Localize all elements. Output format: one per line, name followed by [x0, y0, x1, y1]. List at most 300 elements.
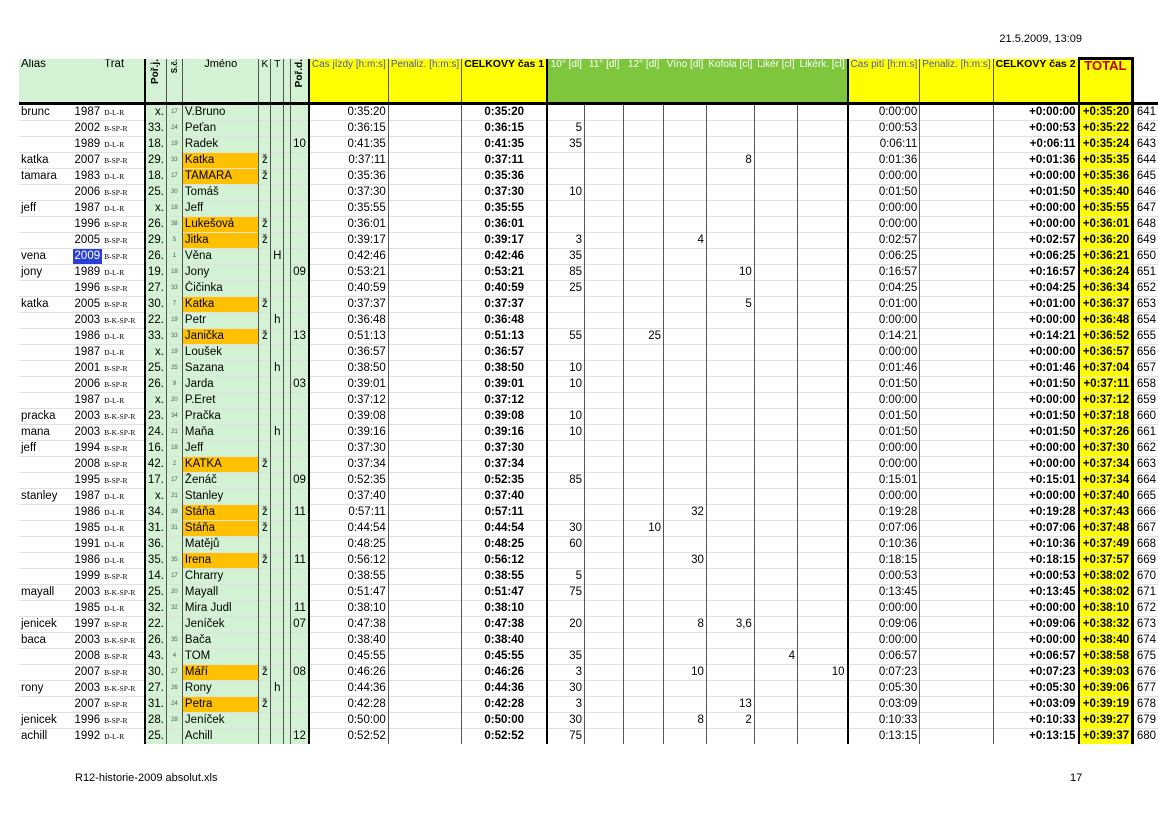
ride-time-cell[interactable]: 0:44:54 — [309, 521, 388, 537]
kofola-cell[interactable] — [706, 137, 754, 153]
year-cell[interactable]: 2008 — [73, 457, 103, 473]
penalty2-cell[interactable] — [920, 649, 993, 665]
trat-cell[interactable]: D-L-R — [102, 729, 145, 745]
alias-cell[interactable]: pracka — [19, 409, 73, 425]
start-number-cell[interactable]: 30 — [166, 185, 182, 201]
d10-cell[interactable] — [547, 169, 584, 185]
drink-time-cell[interactable]: 0:00:00 — [848, 104, 920, 121]
k-cell[interactable] — [259, 393, 271, 409]
total2-cell[interactable]: +0:01:36 — [993, 153, 1078, 169]
year-cell[interactable]: 1989 — [73, 137, 103, 153]
order-first-cell[interactable]: 22. — [145, 617, 167, 633]
start-number-cell[interactable]: 35 — [166, 553, 182, 569]
order-d-cell[interactable] — [291, 217, 309, 233]
d12-cell[interactable] — [624, 345, 664, 361]
wine-cell[interactable] — [664, 489, 707, 505]
k-cell[interactable] — [259, 265, 271, 281]
start-number-cell[interactable]: 5 — [166, 233, 182, 249]
k-cell[interactable] — [259, 617, 271, 633]
alias-cell[interactable] — [19, 313, 73, 329]
liquor-cell[interactable] — [754, 681, 797, 697]
likerka-cell[interactable] — [798, 681, 848, 697]
start-number-cell[interactable] — [166, 617, 182, 633]
kofola-cell[interactable] — [706, 313, 754, 329]
d10-cell[interactable] — [547, 441, 584, 457]
total2-cell[interactable]: +0:13:45 — [993, 585, 1078, 601]
t-cell[interactable] — [271, 233, 284, 249]
penalty2-cell[interactable] — [920, 393, 993, 409]
start-number-cell[interactable]: 9 — [166, 377, 182, 393]
drink-time-cell[interactable]: 0:00:00 — [848, 457, 920, 473]
d11-cell[interactable] — [585, 393, 624, 409]
start-number-cell[interactable]: 34 — [166, 409, 182, 425]
liquor-cell[interactable] — [754, 713, 797, 729]
kofola-cell[interactable] — [706, 121, 754, 137]
wine-cell[interactable] — [664, 521, 707, 537]
liquor-cell[interactable] — [754, 265, 797, 281]
liquor-cell[interactable] — [754, 393, 797, 409]
year-cell[interactable]: 2002 — [73, 121, 103, 137]
drink-time-cell[interactable]: 0:01:50 — [848, 409, 920, 425]
start-number-cell[interactable]: 17 — [166, 473, 182, 489]
row-index-cell[interactable]: 663 — [1133, 457, 1158, 473]
drink-time-cell[interactable]: 0:09:06 — [848, 617, 920, 633]
ride-time-cell[interactable]: 0:56:12 — [309, 553, 388, 569]
col-likerka[interactable]: Likérk. [cl] — [798, 59, 848, 104]
d12-cell[interactable] — [624, 217, 664, 233]
d10-cell[interactable] — [547, 489, 584, 505]
spacer-cell[interactable] — [284, 633, 291, 649]
alias-cell[interactable]: jenicek — [19, 617, 73, 633]
year-cell[interactable]: 1996 — [73, 281, 103, 297]
ride-time-cell[interactable]: 0:36:01 — [309, 217, 388, 233]
spacer-cell[interactable] — [284, 665, 291, 681]
d12-cell[interactable]: 10 — [624, 521, 664, 537]
likerka-cell[interactable] — [798, 585, 848, 601]
order-d-cell[interactable]: 12 — [291, 729, 309, 745]
penalty2-cell[interactable] — [920, 569, 993, 585]
drink-time-cell[interactable]: 0:00:00 — [848, 169, 920, 185]
k-cell[interactable]: ž — [259, 457, 271, 473]
likerka-cell[interactable] — [798, 393, 848, 409]
spacer-cell[interactable] — [284, 153, 291, 169]
d12-cell[interactable] — [624, 681, 664, 697]
ride-time-cell[interactable]: 0:39:16 — [309, 425, 388, 441]
drink-time-cell[interactable]: 0:07:06 — [848, 521, 920, 537]
wine-cell[interactable] — [664, 457, 707, 473]
ride-time-cell[interactable]: 0:41:35 — [309, 137, 388, 153]
t-cell[interactable] — [271, 553, 284, 569]
t-cell[interactable] — [271, 729, 284, 745]
row-index-cell[interactable]: 654 — [1133, 313, 1158, 329]
trat-cell[interactable]: B-SP-R — [102, 217, 145, 233]
alias-cell[interactable]: mayall — [19, 585, 73, 601]
grand-total-cell[interactable]: +0:39:06 — [1079, 681, 1133, 697]
name-cell[interactable]: Pračka — [182, 409, 259, 425]
penalty2-cell[interactable] — [920, 713, 993, 729]
penalty-cell[interactable] — [388, 473, 461, 489]
likerka-cell[interactable] — [798, 425, 848, 441]
total2-cell[interactable]: +0:00:53 — [993, 569, 1078, 585]
year-cell[interactable]: 1987 — [73, 393, 103, 409]
spacer-cell[interactable] — [284, 553, 291, 569]
grand-total-cell[interactable]: +0:36:52 — [1079, 329, 1133, 345]
order-d-cell[interactable]: 09 — [291, 473, 309, 489]
row-index-cell[interactable]: 667 — [1133, 521, 1158, 537]
alias-cell[interactable] — [19, 665, 73, 681]
start-number-cell[interactable]: 2 — [166, 457, 182, 473]
ride-time-cell[interactable]: 0:38:50 — [309, 361, 388, 377]
d11-cell[interactable] — [585, 217, 624, 233]
liquor-cell[interactable] — [754, 601, 797, 617]
row-index-cell[interactable]: 673 — [1133, 617, 1158, 633]
d11-cell[interactable] — [585, 649, 624, 665]
col-total2[interactable]: CELKOVÝ čas 2 — [993, 59, 1078, 104]
total1-cell[interactable]: 0:37:37 — [462, 297, 547, 313]
likerka-cell[interactable] — [798, 345, 848, 361]
order-d-cell[interactable] — [291, 345, 309, 361]
alias-cell[interactable]: katka — [19, 297, 73, 313]
d10-cell[interactable]: 75 — [547, 729, 584, 745]
penalty2-cell[interactable] — [920, 281, 993, 297]
order-d-cell[interactable]: 11 — [291, 505, 309, 521]
t-cell[interactable] — [271, 377, 284, 393]
liquor-cell[interactable] — [754, 553, 797, 569]
likerka-cell[interactable] — [798, 329, 848, 345]
alias-cell[interactable] — [19, 217, 73, 233]
order-first-cell[interactable]: 33. — [145, 121, 167, 137]
kofola-cell[interactable] — [706, 104, 754, 121]
total1-cell[interactable]: 0:53:21 — [462, 265, 547, 281]
name-cell[interactable]: Stanley — [182, 489, 259, 505]
wine-cell[interactable] — [664, 169, 707, 185]
col-d11[interactable]: 11° [dl] — [585, 59, 624, 104]
d11-cell[interactable] — [585, 425, 624, 441]
penalty2-cell[interactable] — [920, 217, 993, 233]
trat-cell[interactable]: D-L-R — [102, 489, 145, 505]
row-index-cell[interactable]: 653 — [1133, 297, 1158, 313]
d11-cell[interactable] — [585, 697, 624, 713]
d12-cell[interactable] — [624, 633, 664, 649]
penalty-cell[interactable] — [388, 217, 461, 233]
total1-cell[interactable]: 0:36:01 — [462, 217, 547, 233]
ride-time-cell[interactable]: 0:50:00 — [309, 713, 388, 729]
likerka-cell[interactable] — [798, 441, 848, 457]
order-d-cell[interactable] — [291, 521, 309, 537]
grand-total-cell[interactable]: +0:37:30 — [1079, 441, 1133, 457]
grand-total-cell[interactable]: +0:39:19 — [1079, 697, 1133, 713]
penalty-cell[interactable] — [388, 665, 461, 681]
kofola-cell[interactable] — [706, 233, 754, 249]
likerka-cell[interactable] — [798, 633, 848, 649]
likerka-cell[interactable] — [798, 249, 848, 265]
d10-cell[interactable] — [547, 553, 584, 569]
name-cell[interactable]: Máří — [182, 665, 259, 681]
year-cell[interactable]: 1991 — [73, 537, 103, 553]
order-first-cell[interactable]: 18. — [145, 169, 167, 185]
year-cell[interactable]: 2005 — [73, 297, 103, 313]
kofola-cell[interactable] — [706, 217, 754, 233]
t-cell[interactable] — [271, 521, 284, 537]
col-ride-time[interactable]: Čas jízdy [h:m:s] — [309, 59, 388, 104]
d10-cell[interactable] — [547, 505, 584, 521]
d11-cell[interactable] — [585, 313, 624, 329]
t-cell[interactable] — [271, 617, 284, 633]
year-cell[interactable]: 2003 — [73, 585, 103, 601]
grand-total-cell[interactable]: +0:37:11 — [1079, 377, 1133, 393]
spacer-cell[interactable] — [284, 601, 291, 617]
trat-cell[interactable]: D-L-R — [102, 329, 145, 345]
d10-cell[interactable] — [547, 601, 584, 617]
order-first-cell[interactable]: 17. — [145, 473, 167, 489]
d10-cell[interactable]: 35 — [547, 249, 584, 265]
col-alias[interactable]: Alias — [19, 59, 73, 104]
order-d-cell[interactable] — [291, 393, 309, 409]
total2-cell[interactable]: +0:09:06 — [993, 617, 1078, 633]
ride-time-cell[interactable]: 0:35:36 — [309, 169, 388, 185]
row-index-cell[interactable]: 678 — [1133, 697, 1158, 713]
penalty2-cell[interactable] — [920, 681, 993, 697]
d10-cell[interactable] — [547, 217, 584, 233]
grand-total-cell[interactable]: +0:38:32 — [1079, 617, 1133, 633]
alias-cell[interactable]: achill — [19, 729, 73, 745]
row-index-cell[interactable]: 676 — [1133, 665, 1158, 681]
col-penalty2[interactable]: Penaliz. [h:m:s] — [920, 59, 993, 104]
alias-cell[interactable]: katka — [19, 153, 73, 169]
start-number-cell[interactable]: 33 — [166, 329, 182, 345]
name-cell[interactable]: TAMARA — [182, 169, 259, 185]
alias-cell[interactable]: vena — [19, 249, 73, 265]
order-first-cell[interactable]: 34. — [145, 505, 167, 521]
spacer-cell[interactable] — [284, 649, 291, 665]
name-cell[interactable]: Jarda — [182, 377, 259, 393]
year-cell[interactable]: 1987 — [73, 104, 103, 121]
grand-total-cell[interactable]: +0:35:20 — [1079, 104, 1133, 121]
d11-cell[interactable] — [585, 297, 624, 313]
d10-cell[interactable]: 60 — [547, 537, 584, 553]
kofola-cell[interactable] — [706, 665, 754, 681]
kofola-cell[interactable] — [706, 249, 754, 265]
t-cell[interactable] — [271, 281, 284, 297]
row-index-cell[interactable]: 674 — [1133, 633, 1158, 649]
t-cell[interactable]: h — [271, 681, 284, 697]
trat-cell[interactable]: B-SP-R — [102, 361, 145, 377]
ride-time-cell[interactable]: 0:57:11 — [309, 505, 388, 521]
alias-cell[interactable]: stanley — [19, 489, 73, 505]
liquor-cell[interactable] — [754, 185, 797, 201]
spacer-cell[interactable] — [284, 185, 291, 201]
k-cell[interactable]: ž — [259, 521, 271, 537]
year-cell[interactable]: 2007 — [73, 697, 103, 713]
likerka-cell[interactable] — [798, 569, 848, 585]
drink-time-cell[interactable]: 0:00:00 — [848, 633, 920, 649]
order-first-cell[interactable]: 22. — [145, 313, 167, 329]
t-cell[interactable] — [271, 153, 284, 169]
wine-cell[interactable] — [664, 329, 707, 345]
alias-cell[interactable] — [19, 569, 73, 585]
trat-cell[interactable]: B-SP-R — [102, 473, 145, 489]
order-d-cell[interactable] — [291, 537, 309, 553]
penalty-cell[interactable] — [388, 569, 461, 585]
name-cell[interactable]: Jeff — [182, 441, 259, 457]
row-index-cell[interactable]: 661 — [1133, 425, 1158, 441]
start-number-cell[interactable]: 19 — [166, 137, 182, 153]
drink-time-cell[interactable]: 0:03:09 — [848, 697, 920, 713]
drink-time-cell[interactable]: 0:07:23 — [848, 665, 920, 681]
total2-cell[interactable]: +0:14:21 — [993, 329, 1078, 345]
grand-total-cell[interactable]: +0:38:02 — [1079, 569, 1133, 585]
ride-time-cell[interactable]: 0:35:20 — [309, 104, 388, 121]
name-cell[interactable]: Irena — [182, 553, 259, 569]
drink-time-cell[interactable]: 0:00:00 — [848, 217, 920, 233]
total2-cell[interactable]: +0:00:53 — [993, 121, 1078, 137]
year-cell[interactable]: 2008 — [73, 649, 103, 665]
k-cell[interactable] — [259, 121, 271, 137]
spacer-cell[interactable] — [284, 473, 291, 489]
penalty2-cell[interactable] — [920, 601, 993, 617]
trat-cell[interactable]: B-SP-R — [102, 697, 145, 713]
trat-cell[interactable]: D-L-R — [102, 537, 145, 553]
penalty-cell[interactable] — [388, 537, 461, 553]
d11-cell[interactable] — [585, 537, 624, 553]
trat-cell[interactable]: D-L-R — [102, 505, 145, 521]
spacer-cell[interactable] — [284, 377, 291, 393]
k-cell[interactable] — [259, 313, 271, 329]
k-cell[interactable] — [259, 585, 271, 601]
total1-cell[interactable]: 0:37:11 — [462, 153, 547, 169]
kofola-cell[interactable] — [706, 185, 754, 201]
order-d-cell[interactable] — [291, 569, 309, 585]
d10-cell[interactable] — [547, 457, 584, 473]
k-cell[interactable] — [259, 473, 271, 489]
order-first-cell[interactable]: 42. — [145, 457, 167, 473]
total1-cell[interactable]: 0:35:55 — [462, 201, 547, 217]
liquor-cell[interactable] — [754, 313, 797, 329]
penalty-cell[interactable] — [388, 361, 461, 377]
order-d-cell[interactable] — [291, 697, 309, 713]
start-number-cell[interactable]: 4 — [166, 649, 182, 665]
d10-cell[interactable]: 35 — [547, 649, 584, 665]
total1-cell[interactable]: 0:52:35 — [462, 473, 547, 489]
grand-total-cell[interactable]: +0:38:02 — [1079, 585, 1133, 601]
total1-cell[interactable]: 0:38:10 — [462, 601, 547, 617]
k-cell[interactable]: ž — [259, 233, 271, 249]
total2-cell[interactable]: +0:00:00 — [993, 104, 1078, 121]
wine-cell[interactable] — [664, 601, 707, 617]
grand-total-cell[interactable]: +0:37:43 — [1079, 505, 1133, 521]
start-number-cell[interactable]: 7 — [166, 297, 182, 313]
t-cell[interactable]: h — [271, 361, 284, 377]
row-index-cell[interactable]: 680 — [1133, 729, 1158, 745]
total2-cell[interactable]: +0:10:36 — [993, 537, 1078, 553]
penalty-cell[interactable] — [388, 457, 461, 473]
liquor-cell[interactable] — [754, 281, 797, 297]
drink-time-cell[interactable]: 0:05:30 — [848, 681, 920, 697]
k-cell[interactable] — [259, 601, 271, 617]
drink-time-cell[interactable]: 0:04:25 — [848, 281, 920, 297]
order-d-cell[interactable] — [291, 281, 309, 297]
d12-cell[interactable] — [624, 121, 664, 137]
penalty2-cell[interactable] — [920, 553, 993, 569]
drink-time-cell[interactable]: 0:00:00 — [848, 313, 920, 329]
total1-cell[interactable]: 0:51:47 — [462, 585, 547, 601]
penalty2-cell[interactable] — [920, 521, 993, 537]
k-cell[interactable]: ž — [259, 553, 271, 569]
trat-cell[interactable]: B-SP-R — [102, 233, 145, 249]
total1-cell[interactable]: 0:39:08 — [462, 409, 547, 425]
col-order-first[interactable]: Poř.j. — [145, 59, 167, 104]
name-cell[interactable]: Petra — [182, 697, 259, 713]
t-cell[interactable] — [271, 121, 284, 137]
penalty-cell[interactable] — [388, 585, 461, 601]
penalty-cell[interactable] — [388, 409, 461, 425]
t-cell[interactable] — [271, 409, 284, 425]
start-number-cell[interactable]: 31 — [166, 521, 182, 537]
d10-cell[interactable]: 5 — [547, 569, 584, 585]
grand-total-cell[interactable]: +0:36:21 — [1079, 249, 1133, 265]
order-first-cell[interactable]: 16. — [145, 441, 167, 457]
ride-time-cell[interactable]: 0:37:30 — [309, 185, 388, 201]
kofola-cell[interactable] — [706, 649, 754, 665]
liquor-cell[interactable] — [754, 345, 797, 361]
d11-cell[interactable] — [585, 233, 624, 249]
year-cell[interactable]: 2003 — [73, 313, 103, 329]
d11-cell[interactable] — [585, 345, 624, 361]
spacer-cell[interactable] — [284, 729, 291, 745]
total2-cell[interactable]: +0:01:50 — [993, 409, 1078, 425]
name-cell[interactable]: Janička — [182, 329, 259, 345]
order-d-cell[interactable] — [291, 425, 309, 441]
liquor-cell[interactable] — [754, 137, 797, 153]
total1-cell[interactable]: 0:42:46 — [462, 249, 547, 265]
alias-cell[interactable] — [19, 137, 73, 153]
penalty-cell[interactable] — [388, 249, 461, 265]
ride-time-cell[interactable]: 0:51:13 — [309, 329, 388, 345]
d10-cell[interactable]: 3 — [547, 697, 584, 713]
order-d-cell[interactable] — [291, 233, 309, 249]
total2-cell[interactable]: +0:19:28 — [993, 505, 1078, 521]
t-cell[interactable] — [271, 537, 284, 553]
grand-total-cell[interactable]: +0:38:40 — [1079, 633, 1133, 649]
d12-cell[interactable] — [624, 281, 664, 297]
start-number-cell[interactable]: 24 — [166, 121, 182, 137]
order-d-cell[interactable] — [291, 649, 309, 665]
grand-total-cell[interactable]: +0:37:18 — [1079, 409, 1133, 425]
start-number-cell[interactable]: 33 — [166, 281, 182, 297]
wine-cell[interactable] — [664, 297, 707, 313]
k-cell[interactable] — [259, 713, 271, 729]
penalty-cell[interactable] — [388, 169, 461, 185]
d11-cell[interactable] — [585, 601, 624, 617]
ride-time-cell[interactable]: 0:45:55 — [309, 649, 388, 665]
spacer-cell[interactable] — [284, 521, 291, 537]
d11-cell[interactable] — [585, 729, 624, 745]
name-cell[interactable]: Jeníček — [182, 617, 259, 633]
alias-cell[interactable] — [19, 361, 73, 377]
order-first-cell[interactable]: 26. — [145, 633, 167, 649]
wine-cell[interactable] — [664, 361, 707, 377]
start-number-cell[interactable]: 19 — [166, 345, 182, 361]
order-d-cell[interactable] — [291, 489, 309, 505]
liquor-cell[interactable] — [754, 441, 797, 457]
year-cell[interactable]: 1994 — [73, 441, 103, 457]
k-cell[interactable]: ž — [259, 153, 271, 169]
drink-time-cell[interactable]: 0:10:33 — [848, 713, 920, 729]
trat-cell[interactable]: D-L-R — [102, 104, 145, 121]
total2-cell[interactable]: +0:06:11 — [993, 137, 1078, 153]
trat-cell[interactable]: B-K-SP-R — [102, 585, 145, 601]
drink-time-cell[interactable]: 0:19:28 — [848, 505, 920, 521]
